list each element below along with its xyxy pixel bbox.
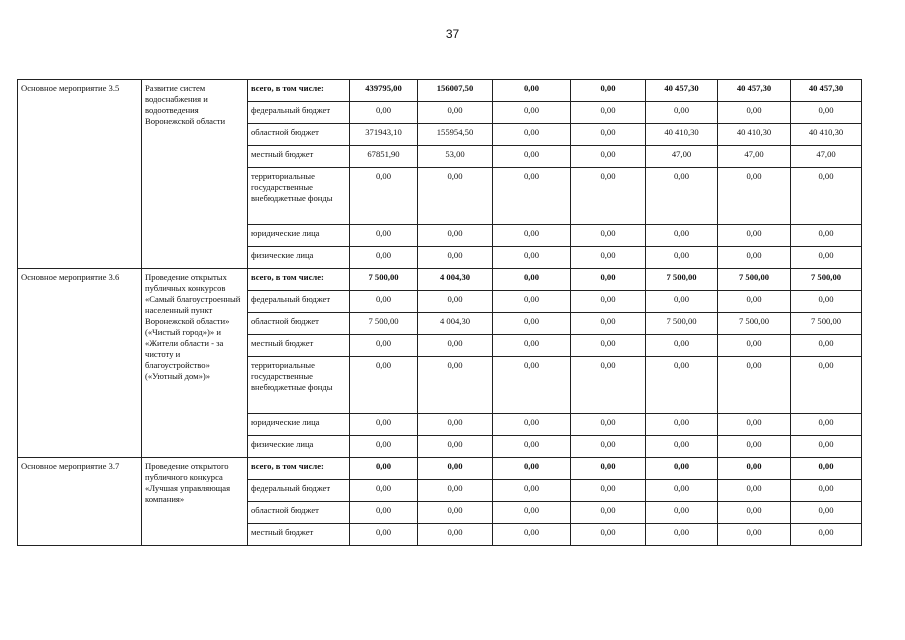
funding-value: 0,00 xyxy=(350,458,418,480)
funding-value: 0,00 xyxy=(350,335,418,357)
funding-value: 7 500,00 xyxy=(791,313,862,335)
funding-value: 47,00 xyxy=(791,146,862,168)
funding-value: 0,00 xyxy=(493,168,571,225)
funding-value: 0,00 xyxy=(791,168,862,225)
funding-value: 0,00 xyxy=(418,414,493,436)
funding-value: 40 410,30 xyxy=(646,124,718,146)
funding-value: 7 500,00 xyxy=(350,269,418,291)
funding-value: 0,00 xyxy=(571,124,646,146)
funding-value: 0,00 xyxy=(350,357,418,414)
funding-value: 0,00 xyxy=(350,291,418,313)
funding-value: 0,00 xyxy=(493,102,571,124)
funding-value: 0,00 xyxy=(493,357,571,414)
activity-title: Основное мероприятие 3.7 xyxy=(18,458,142,546)
funding-source: территориальные государственные внебюджетные фонды xyxy=(248,357,350,414)
funding-value: 0,00 xyxy=(418,102,493,124)
funding-value: 0,00 xyxy=(791,414,862,436)
funding-value: 0,00 xyxy=(791,247,862,269)
funding-source: местный бюджет xyxy=(248,146,350,168)
funding-value: 0,00 xyxy=(350,480,418,502)
funding-source: физические лица xyxy=(248,247,350,269)
funding-value: 0,00 xyxy=(791,502,862,524)
funding-value: 0,00 xyxy=(791,291,862,313)
funding-value: 0,00 xyxy=(493,124,571,146)
funding-value: 0,00 xyxy=(646,480,718,502)
funding-value: 0,00 xyxy=(418,335,493,357)
funding-value: 0,00 xyxy=(646,291,718,313)
funding-value: 0,00 xyxy=(718,436,791,458)
funding-value: 0,00 xyxy=(493,502,571,524)
funding-value: 0,00 xyxy=(718,102,791,124)
funding-value: 0,00 xyxy=(791,458,862,480)
funding-value: 0,00 xyxy=(718,225,791,247)
funding-value: 40 457,30 xyxy=(791,80,862,102)
funding-value: 0,00 xyxy=(418,436,493,458)
funding-value: 0,00 xyxy=(571,458,646,480)
funding-value: 0,00 xyxy=(493,291,571,313)
funding-value: 4 004,30 xyxy=(418,313,493,335)
funding-value: 0,00 xyxy=(718,247,791,269)
table-row-total xyxy=(18,269,862,291)
funding-value: 0,00 xyxy=(718,414,791,436)
funding-value: 0,00 xyxy=(791,357,862,414)
funding-value: 0,00 xyxy=(418,291,493,313)
funding-value: 0,00 xyxy=(493,146,571,168)
funding-value: 0,00 xyxy=(350,102,418,124)
funding-value: 40 410,30 xyxy=(718,124,791,146)
funding-value: 0,00 xyxy=(646,502,718,524)
funding-value: 0,00 xyxy=(718,458,791,480)
funding-value: 156007,50 xyxy=(418,80,493,102)
funding-value: 155954,50 xyxy=(418,124,493,146)
activity-description: Проведение открытых публичных конкурсов «Самый благоустроенный населенный пункт Воронежской области» («Чистый город»)» и «Жители области - за чистоту и благоустройство» («Уютный дом»)» xyxy=(142,269,248,458)
funding-value: 0,00 xyxy=(646,168,718,225)
funding-value: 0,00 xyxy=(493,458,571,480)
funding-value: 0,00 xyxy=(493,225,571,247)
funding-value: 0,00 xyxy=(718,168,791,225)
funding-value: 0,00 xyxy=(646,335,718,357)
funding-source: всего, в том числе: xyxy=(248,80,350,102)
funding-value: 0,00 xyxy=(350,414,418,436)
funding-source: физические лица xyxy=(248,436,350,458)
activity-title: Основное мероприятие 3.5 xyxy=(18,80,142,269)
funding-value: 0,00 xyxy=(646,357,718,414)
funding-source: всего, в том числе: xyxy=(248,269,350,291)
activity-description: Проведение открытого публичного конкурса «Лучшая управляющая компания» xyxy=(142,458,248,546)
funding-source: областной бюджет xyxy=(248,124,350,146)
funding-value: 7 500,00 xyxy=(718,313,791,335)
funding-value: 0,00 xyxy=(418,247,493,269)
funding-value: 0,00 xyxy=(418,458,493,480)
funding-value: 0,00 xyxy=(571,102,646,124)
funding-value: 0,00 xyxy=(571,291,646,313)
funding-value: 0,00 xyxy=(493,436,571,458)
funding-value: 0,00 xyxy=(571,414,646,436)
funding-value: 0,00 xyxy=(718,524,791,546)
funding-value: 0,00 xyxy=(418,168,493,225)
funding-value: 0,00 xyxy=(493,247,571,269)
funding-value: 7 500,00 xyxy=(350,313,418,335)
funding-value: 0,00 xyxy=(350,524,418,546)
funding-value: 40 457,30 xyxy=(646,80,718,102)
activity-title: Основное мероприятие 3.6 xyxy=(18,269,142,458)
funding-value: 0,00 xyxy=(791,524,862,546)
funding-value: 0,00 xyxy=(493,269,571,291)
funding-value: 439795,00 xyxy=(350,80,418,102)
funding-value: 0,00 xyxy=(791,225,862,247)
funding-value: 0,00 xyxy=(350,436,418,458)
activity-description: Развитие систем водоснабжения и водоотведения Воронежской области xyxy=(142,80,248,269)
funding-value: 0,00 xyxy=(718,502,791,524)
funding-value: 0,00 xyxy=(646,436,718,458)
budget-table-body xyxy=(18,80,862,546)
funding-source: местный бюджет xyxy=(248,524,350,546)
funding-value: 7 500,00 xyxy=(791,269,862,291)
funding-value: 0,00 xyxy=(791,102,862,124)
funding-value: 0,00 xyxy=(418,357,493,414)
funding-value: 0,00 xyxy=(493,414,571,436)
funding-value: 0,00 xyxy=(718,291,791,313)
funding-value: 0,00 xyxy=(418,502,493,524)
funding-value: 0,00 xyxy=(571,247,646,269)
funding-value: 7 500,00 xyxy=(646,269,718,291)
funding-value: 0,00 xyxy=(571,313,646,335)
funding-source: федеральный бюджет xyxy=(248,480,350,502)
funding-value: 0,00 xyxy=(493,335,571,357)
funding-value: 0,00 xyxy=(646,247,718,269)
funding-value: 0,00 xyxy=(718,357,791,414)
funding-value: 0,00 xyxy=(350,502,418,524)
funding-source: всего, в том числе: xyxy=(248,458,350,480)
funding-value: 0,00 xyxy=(718,480,791,502)
funding-value: 0,00 xyxy=(646,458,718,480)
funding-value: 0,00 xyxy=(646,524,718,546)
funding-value: 0,00 xyxy=(418,225,493,247)
funding-value: 7 500,00 xyxy=(646,313,718,335)
funding-value: 0,00 xyxy=(791,480,862,502)
funding-value: 0,00 xyxy=(646,225,718,247)
funding-source: областной бюджет xyxy=(248,313,350,335)
funding-value: 40 457,30 xyxy=(718,80,791,102)
funding-value: 47,00 xyxy=(718,146,791,168)
funding-value: 0,00 xyxy=(418,524,493,546)
funding-value: 0,00 xyxy=(493,480,571,502)
funding-value: 0,00 xyxy=(571,168,646,225)
funding-value: 0,00 xyxy=(646,414,718,436)
funding-value: 0,00 xyxy=(571,502,646,524)
funding-value: 0,00 xyxy=(571,436,646,458)
funding-source: местный бюджет xyxy=(248,335,350,357)
funding-source: областной бюджет xyxy=(248,502,350,524)
funding-value: 0,00 xyxy=(718,335,791,357)
funding-source: юридические лица xyxy=(248,414,350,436)
funding-source: юридические лица xyxy=(248,225,350,247)
funding-value: 7 500,00 xyxy=(718,269,791,291)
funding-value: 0,00 xyxy=(571,269,646,291)
table-row-total xyxy=(18,80,862,102)
funding-source: территориальные государственные внебюджетные фонды xyxy=(248,168,350,225)
funding-value: 0,00 xyxy=(571,357,646,414)
funding-value: 0,00 xyxy=(571,146,646,168)
funding-value: 0,00 xyxy=(646,102,718,124)
funding-value: 0,00 xyxy=(571,335,646,357)
funding-value: 0,00 xyxy=(571,80,646,102)
funding-value: 0,00 xyxy=(350,225,418,247)
funding-value: 0,00 xyxy=(350,247,418,269)
funding-value: 0,00 xyxy=(791,335,862,357)
funding-value: 40 410,30 xyxy=(791,124,862,146)
funding-source: федеральный бюджет xyxy=(248,102,350,124)
table-row-total xyxy=(18,458,862,480)
funding-value: 0,00 xyxy=(493,80,571,102)
funding-value: 0,00 xyxy=(571,225,646,247)
funding-value: 0,00 xyxy=(493,313,571,335)
funding-value: 0,00 xyxy=(571,480,646,502)
funding-value: 0,00 xyxy=(791,436,862,458)
funding-value: 0,00 xyxy=(418,480,493,502)
funding-value: 0,00 xyxy=(350,168,418,225)
funding-value: 47,00 xyxy=(646,146,718,168)
funding-value: 4 004,30 xyxy=(418,269,493,291)
budget-table xyxy=(17,79,862,546)
page-number: 37 xyxy=(445,27,460,41)
funding-value: 0,00 xyxy=(571,524,646,546)
funding-source: федеральный бюджет xyxy=(248,291,350,313)
funding-value: 53,00 xyxy=(418,146,493,168)
funding-value: 67851,90 xyxy=(350,146,418,168)
funding-value: 371943,10 xyxy=(350,124,418,146)
funding-value: 0,00 xyxy=(493,524,571,546)
